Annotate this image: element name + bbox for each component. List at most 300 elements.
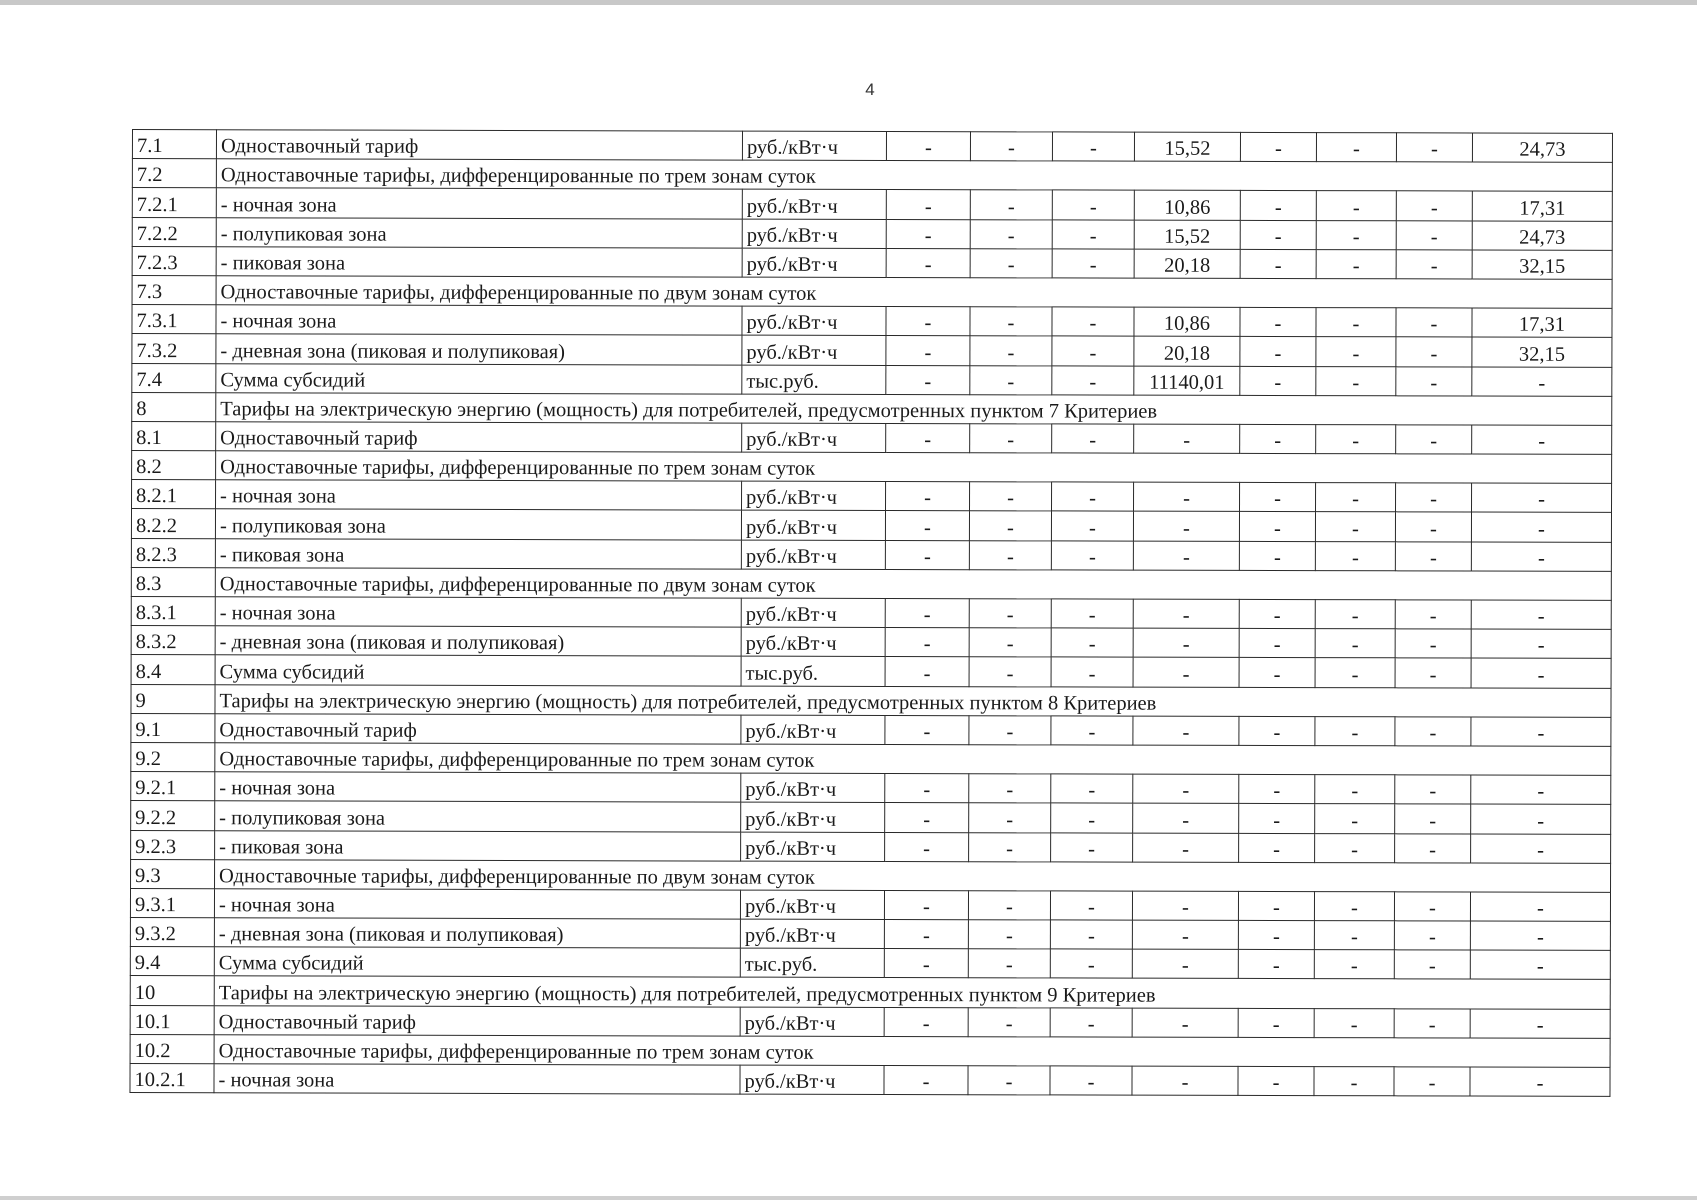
- table-row: [132, 130, 1612, 163]
- value-cell: -: [886, 131, 970, 160]
- value-cell: -: [1050, 920, 1132, 949]
- row-unit: руб./кВт·ч: [740, 890, 884, 920]
- value-cell: -: [1394, 1008, 1470, 1037]
- row-number: 8.2.3: [131, 538, 215, 567]
- row-unit: руб./кВт·ч: [740, 919, 884, 949]
- value-cell: -: [1050, 891, 1132, 920]
- value-cell: -: [1394, 921, 1470, 950]
- value-cell: -: [968, 949, 1050, 978]
- value-cell: -: [1314, 1067, 1394, 1096]
- value-cell: -: [1240, 132, 1316, 161]
- value-cell: -: [886, 365, 970, 394]
- value-cell: -: [1315, 804, 1395, 833]
- value-cell: -: [1314, 1008, 1394, 1037]
- row-unit: руб./кВт·ч: [741, 598, 885, 628]
- value-cell: -: [1238, 920, 1314, 949]
- row-name: - пиковая зона: [215, 538, 741, 569]
- row-number: 10.2: [130, 1034, 214, 1063]
- value-cell: -: [1052, 424, 1134, 453]
- row-unit: руб./кВт·ч: [741, 802, 885, 832]
- value-cell: -: [1315, 541, 1395, 570]
- row-number: 7.2.1: [132, 188, 216, 217]
- row-name: - полупиковая зона: [216, 217, 742, 248]
- section-row: [131, 859, 1611, 892]
- tariff-table: [129, 129, 1613, 1097]
- value-cell: -: [1470, 950, 1610, 980]
- value-cell: -: [1052, 307, 1134, 336]
- table-row: [131, 538, 1611, 571]
- table-row: [132, 334, 1612, 367]
- row-name: - полупиковая зона: [215, 509, 741, 540]
- row-number: 8: [132, 392, 216, 421]
- row-unit: руб./кВт·ч: [741, 511, 885, 541]
- value-cell: -: [1051, 803, 1133, 832]
- value-cell: -: [969, 774, 1051, 803]
- row-unit: руб./кВт·ч: [742, 335, 886, 365]
- value-cell: 24,73: [1472, 221, 1612, 251]
- row-unit: руб./кВт·ч: [741, 715, 885, 745]
- value-cell: -: [1240, 191, 1316, 220]
- row-name: - дневная зона (пиковая и полупиковая): [214, 918, 740, 949]
- value-cell: -: [969, 628, 1051, 657]
- value-cell: -: [1132, 1066, 1238, 1095]
- value-cell: -: [1395, 600, 1471, 629]
- value-cell: -: [1133, 803, 1239, 832]
- value-cell: -: [1471, 658, 1611, 688]
- value-cell: -: [1238, 891, 1314, 920]
- table-row: [130, 1005, 1610, 1038]
- value-cell: -: [1315, 629, 1395, 658]
- section-title: Одноставочные тарифы, дифференцированные по трем зонам суток: [216, 451, 1612, 484]
- value-cell: -: [1051, 832, 1133, 861]
- value-cell: -: [886, 307, 970, 336]
- value-cell: -: [885, 598, 969, 627]
- row-number: 9.2.3: [131, 830, 215, 859]
- value-cell: -: [968, 891, 1050, 920]
- value-cell: -: [1316, 220, 1396, 249]
- row-name: Одноставочный тариф: [216, 130, 742, 161]
- value-cell: -: [1133, 716, 1239, 745]
- row-unit: руб./кВт·ч: [740, 1065, 884, 1095]
- row-name: Сумма субсидий: [215, 655, 741, 686]
- value-cell: -: [1239, 804, 1315, 833]
- value-cell: -: [1239, 658, 1315, 687]
- value-cell: -: [968, 1007, 1050, 1036]
- value-cell: -: [884, 890, 968, 919]
- value-cell: 15,52: [1134, 220, 1240, 249]
- section-row: [130, 976, 1610, 1009]
- value-cell: -: [1395, 804, 1471, 833]
- row-number: 7.3: [132, 275, 216, 304]
- row-number: 9.4: [130, 947, 214, 976]
- value-cell: -: [970, 248, 1052, 277]
- row-number: 7.2.3: [132, 246, 216, 275]
- value-cell: -: [970, 190, 1052, 219]
- row-unit: руб./кВт·ч: [742, 423, 886, 453]
- section-title: Тарифы на электрическую энергию (мощность) для потребителей, предусмотренных пунктом 9 Критериев: [214, 976, 1610, 1009]
- value-cell: -: [969, 803, 1051, 832]
- value-cell: -: [1239, 541, 1315, 570]
- value-cell: -: [1315, 775, 1395, 804]
- value-cell: -: [1239, 512, 1315, 541]
- row-name: - ночная зона: [216, 305, 742, 336]
- row-number: 9.2.2: [131, 801, 215, 830]
- table-row: [131, 801, 1611, 834]
- value-cell: -: [968, 1066, 1050, 1095]
- value-cell: -: [969, 599, 1051, 628]
- value-cell: -: [1050, 949, 1132, 978]
- value-cell: -: [1052, 249, 1134, 278]
- value-cell: -: [1315, 658, 1395, 687]
- value-cell: -: [1394, 892, 1470, 921]
- value-cell: 10,86: [1134, 307, 1240, 336]
- value-cell: -: [969, 511, 1051, 540]
- value-cell: -: [1471, 775, 1611, 805]
- value-cell: -: [1470, 921, 1610, 951]
- section-row: [131, 742, 1611, 775]
- section-title: Одноставочные тарифы, дифференцированные по двум зонам суток: [215, 568, 1611, 601]
- value-cell: -: [969, 715, 1051, 744]
- table-row: [130, 918, 1610, 951]
- value-cell: -: [1132, 949, 1238, 978]
- table-row: [131, 509, 1611, 542]
- value-cell: -: [970, 482, 1052, 511]
- value-cell: -: [885, 511, 969, 540]
- row-number: 8.4: [131, 655, 215, 684]
- value-cell: -: [1133, 599, 1239, 628]
- value-cell: -: [1396, 308, 1472, 337]
- value-cell: -: [1472, 367, 1612, 397]
- table-row: [130, 947, 1610, 980]
- value-cell: -: [886, 482, 970, 511]
- row-name: Одноставочный тариф: [214, 1005, 740, 1036]
- value-cell: -: [1470, 1067, 1610, 1097]
- table-row: [131, 713, 1611, 746]
- section-title: Одноставочные тарифы, дифференцированные по двум зонам суток: [215, 859, 1611, 892]
- value-cell: -: [1394, 950, 1470, 979]
- row-number: 9.2.1: [131, 772, 215, 801]
- value-cell: -: [1050, 1008, 1132, 1037]
- value-cell: -: [1396, 133, 1472, 162]
- section-row: [130, 1034, 1610, 1067]
- row-name: - ночная зона: [215, 772, 741, 803]
- value-cell: -: [1471, 834, 1611, 864]
- row-number: 10.2.1: [130, 1063, 214, 1092]
- value-cell: 32,15: [1472, 250, 1612, 280]
- value-cell: -: [886, 248, 970, 277]
- value-cell: -: [1315, 600, 1395, 629]
- row-number: 8.3.1: [131, 596, 215, 625]
- table-row: [132, 246, 1612, 279]
- row-unit: руб./кВт·ч: [742, 248, 886, 278]
- value-cell: -: [1239, 833, 1315, 862]
- row-number: 9.2: [131, 742, 215, 771]
- value-cell: -: [970, 424, 1052, 453]
- value-cell: -: [1316, 483, 1396, 512]
- section-row: [131, 567, 1611, 600]
- value-cell: 17,31: [1472, 191, 1612, 221]
- value-cell: -: [1052, 482, 1134, 511]
- value-cell: -: [1395, 541, 1471, 570]
- value-cell: -: [1316, 337, 1396, 366]
- table-row: [131, 830, 1611, 863]
- table-row: [131, 772, 1611, 805]
- row-name: Сумма субсидий: [216, 363, 742, 394]
- section-title: Одноставочные тарифы, дифференцированные по трем зонам суток: [216, 159, 1612, 192]
- value-cell: 10,86: [1134, 190, 1240, 219]
- value-cell: 20,18: [1134, 336, 1240, 365]
- row-name: - дневная зона (пиковая и полупиковая): [215, 626, 741, 657]
- row-number: 8.3: [131, 567, 215, 596]
- section-row: [131, 684, 1611, 717]
- value-cell: -: [970, 307, 1052, 336]
- value-cell: -: [1395, 629, 1471, 658]
- row-number: 8.2: [132, 451, 216, 480]
- value-cell: -: [1240, 366, 1316, 395]
- value-cell: -: [1239, 775, 1315, 804]
- value-cell: -: [884, 1065, 968, 1094]
- row-number: 9.3.1: [130, 888, 214, 917]
- value-cell: -: [1051, 716, 1133, 745]
- value-cell: -: [1240, 220, 1316, 249]
- row-name: - пиковая зона: [216, 246, 742, 277]
- value-cell: -: [1471, 542, 1611, 572]
- row-name: Одноставочный тариф: [216, 422, 742, 453]
- row-name: - ночная зона: [214, 889, 740, 920]
- value-cell: -: [1394, 1067, 1470, 1096]
- value-cell: -: [886, 423, 970, 452]
- value-cell: -: [1316, 133, 1396, 162]
- value-cell: -: [970, 365, 1052, 394]
- value-cell: -: [1316, 366, 1396, 395]
- table-row: [132, 421, 1612, 454]
- value-cell: -: [1132, 920, 1238, 949]
- value-cell: -: [1133, 833, 1239, 862]
- value-cell: -: [1132, 891, 1238, 920]
- value-cell: -: [1314, 891, 1394, 920]
- value-cell: -: [1132, 1008, 1238, 1037]
- value-cell: -: [1471, 717, 1611, 747]
- value-cell: -: [970, 219, 1052, 248]
- table-row: [131, 655, 1611, 688]
- row-name: - ночная зона: [214, 1064, 740, 1095]
- value-cell: -: [1396, 483, 1472, 512]
- value-cell: -: [968, 920, 1050, 949]
- row-unit: руб./кВт·ч: [742, 481, 886, 511]
- row-name: Одноставочный тариф: [215, 713, 741, 744]
- row-name: - дневная зона (пиковая и полупиковая): [216, 334, 742, 365]
- value-cell: -: [1051, 599, 1133, 628]
- value-cell: -: [1470, 892, 1610, 922]
- value-cell: -: [1239, 716, 1315, 745]
- value-cell: 15,52: [1134, 132, 1240, 161]
- table-row: [131, 626, 1611, 659]
- row-number: 10.1: [130, 1005, 214, 1034]
- table-row: [130, 888, 1610, 921]
- value-cell: -: [1315, 716, 1395, 745]
- value-cell: -: [1316, 249, 1396, 278]
- table-row: [132, 480, 1612, 513]
- value-cell: -: [1396, 425, 1472, 454]
- value-cell: -: [1134, 482, 1240, 511]
- page-number: 4: [865, 80, 875, 99]
- value-cell: -: [1052, 132, 1134, 161]
- section-title: Тарифы на электрическую энергию (мощность) для потребителей, предусмотренных пунктом 7 Критериев: [216, 392, 1612, 425]
- value-cell: -: [1052, 336, 1134, 365]
- section-title: Одноставочные тарифы, дифференцированные по трем зонам суток: [215, 743, 1611, 776]
- row-number: 8.2.1: [132, 480, 216, 509]
- value-cell: -: [969, 832, 1051, 861]
- row-unit: тыс.руб.: [740, 948, 884, 978]
- value-cell: -: [1133, 628, 1239, 657]
- value-cell: -: [1051, 774, 1133, 803]
- value-cell: -: [1396, 191, 1472, 220]
- value-cell: -: [1134, 424, 1240, 453]
- value-cell: -: [969, 540, 1051, 569]
- table-row: [132, 217, 1612, 250]
- value-cell: -: [1471, 512, 1611, 542]
- row-unit: руб./кВт·ч: [741, 773, 885, 803]
- section-row: [132, 392, 1612, 425]
- row-name: - ночная зона: [216, 480, 742, 511]
- table-row: [131, 596, 1611, 629]
- value-cell: -: [1052, 365, 1134, 394]
- row-number: 10: [130, 976, 214, 1005]
- row-number: 9: [131, 684, 215, 713]
- row-number: 9.3.2: [130, 918, 214, 947]
- row-unit: руб./кВт·ч: [742, 219, 886, 249]
- row-unit: руб./кВт·ч: [742, 189, 886, 219]
- value-cell: -: [1314, 950, 1394, 979]
- value-cell: -: [970, 336, 1052, 365]
- value-cell: -: [886, 190, 970, 219]
- value-cell: -: [1238, 1066, 1314, 1095]
- row-unit: руб./кВт·ч: [741, 627, 885, 657]
- value-cell: -: [885, 803, 969, 832]
- value-cell: -: [969, 657, 1051, 686]
- value-cell: 24,73: [1472, 133, 1612, 163]
- value-cell: -: [1239, 629, 1315, 658]
- value-cell: -: [886, 336, 970, 365]
- value-cell: -: [1316, 308, 1396, 337]
- value-cell: -: [1396, 220, 1472, 249]
- value-cell: -: [1315, 833, 1395, 862]
- row-unit: тыс.руб.: [741, 656, 885, 686]
- value-cell: -: [1052, 190, 1134, 219]
- row-name: - полупиковая зона: [215, 801, 741, 832]
- row-number: 8.2.2: [131, 509, 215, 538]
- value-cell: -: [885, 832, 969, 861]
- section-row: [132, 275, 1612, 308]
- value-cell: -: [970, 132, 1052, 161]
- row-number: 7.2.2: [132, 217, 216, 246]
- value-cell: -: [1050, 1066, 1132, 1095]
- value-cell: -: [1472, 483, 1612, 513]
- section-row: [132, 451, 1612, 484]
- row-number: 8.3.2: [131, 626, 215, 655]
- value-cell: -: [1238, 1008, 1314, 1037]
- value-cell: -: [885, 715, 969, 744]
- value-cell: -: [1051, 511, 1133, 540]
- row-number: 8.1: [132, 421, 216, 450]
- row-unit: тыс.руб.: [742, 365, 886, 395]
- section-title: Одноставочные тарифы, дифференцированные по трем зонам суток: [214, 1035, 1610, 1068]
- value-cell: 11140,01: [1134, 366, 1240, 395]
- value-cell: -: [1395, 512, 1471, 541]
- table-row: [132, 305, 1612, 338]
- value-cell: 20,18: [1134, 249, 1240, 278]
- value-cell: -: [1052, 219, 1134, 248]
- value-cell: -: [1396, 337, 1472, 366]
- value-cell: -: [1239, 599, 1315, 628]
- value-cell: -: [1471, 600, 1611, 630]
- value-cell: -: [1395, 775, 1471, 804]
- scan-edge-top: [0, 0, 1697, 5]
- section-row: [132, 159, 1612, 192]
- value-cell: -: [884, 949, 968, 978]
- value-cell: -: [1051, 657, 1133, 686]
- row-number: 7.2: [132, 159, 216, 188]
- row-number: 9.1: [131, 713, 215, 742]
- value-cell: -: [885, 540, 969, 569]
- value-cell: 32,15: [1472, 337, 1612, 367]
- row-number: 9.3: [131, 859, 215, 888]
- value-cell: -: [886, 219, 970, 248]
- value-cell: -: [1240, 308, 1316, 337]
- value-cell: -: [1395, 658, 1471, 687]
- value-cell: -: [1133, 657, 1239, 686]
- value-cell: -: [1133, 541, 1239, 570]
- value-cell: -: [1314, 921, 1394, 950]
- value-cell: -: [885, 628, 969, 657]
- value-cell: 17,31: [1472, 308, 1612, 338]
- value-cell: -: [1395, 717, 1471, 746]
- row-name: - ночная зона: [216, 188, 742, 219]
- value-cell: -: [1396, 366, 1472, 395]
- value-cell: -: [1470, 1009, 1610, 1039]
- value-cell: -: [1240, 249, 1316, 278]
- value-cell: -: [1051, 541, 1133, 570]
- value-cell: -: [885, 774, 969, 803]
- row-name: - пиковая зона: [215, 830, 741, 861]
- value-cell: -: [1472, 425, 1612, 455]
- section-title: Тарифы на электрическую энергию (мощность) для потребителей, предусмотренных пунктом 8 Критериев: [215, 684, 1611, 717]
- value-cell: -: [1051, 628, 1133, 657]
- value-cell: -: [1316, 424, 1396, 453]
- table-row: [130, 1063, 1610, 1096]
- row-unit: руб./кВт·ч: [741, 832, 885, 862]
- value-cell: -: [1240, 424, 1316, 453]
- value-cell: -: [885, 657, 969, 686]
- row-unit: руб./кВт·ч: [740, 1007, 884, 1037]
- tariff-table-body: [130, 130, 1613, 1097]
- row-number: 7.1: [132, 130, 216, 159]
- value-cell: -: [884, 920, 968, 949]
- row-number: 7.4: [132, 363, 216, 392]
- row-unit: руб./кВт·ч: [741, 540, 885, 570]
- value-cell: -: [1238, 950, 1314, 979]
- value-cell: -: [1240, 337, 1316, 366]
- value-cell: -: [1395, 833, 1471, 862]
- value-cell: -: [1471, 804, 1611, 834]
- row-unit: руб./кВт·ч: [742, 306, 886, 336]
- row-number: 7.3.2: [132, 334, 216, 363]
- value-cell: -: [1471, 629, 1611, 659]
- value-cell: -: [884, 1007, 968, 1036]
- scan-edge-bottom: [0, 1196, 1697, 1200]
- row-name: Сумма субсидий: [214, 947, 740, 978]
- row-number: 7.3.1: [132, 305, 216, 334]
